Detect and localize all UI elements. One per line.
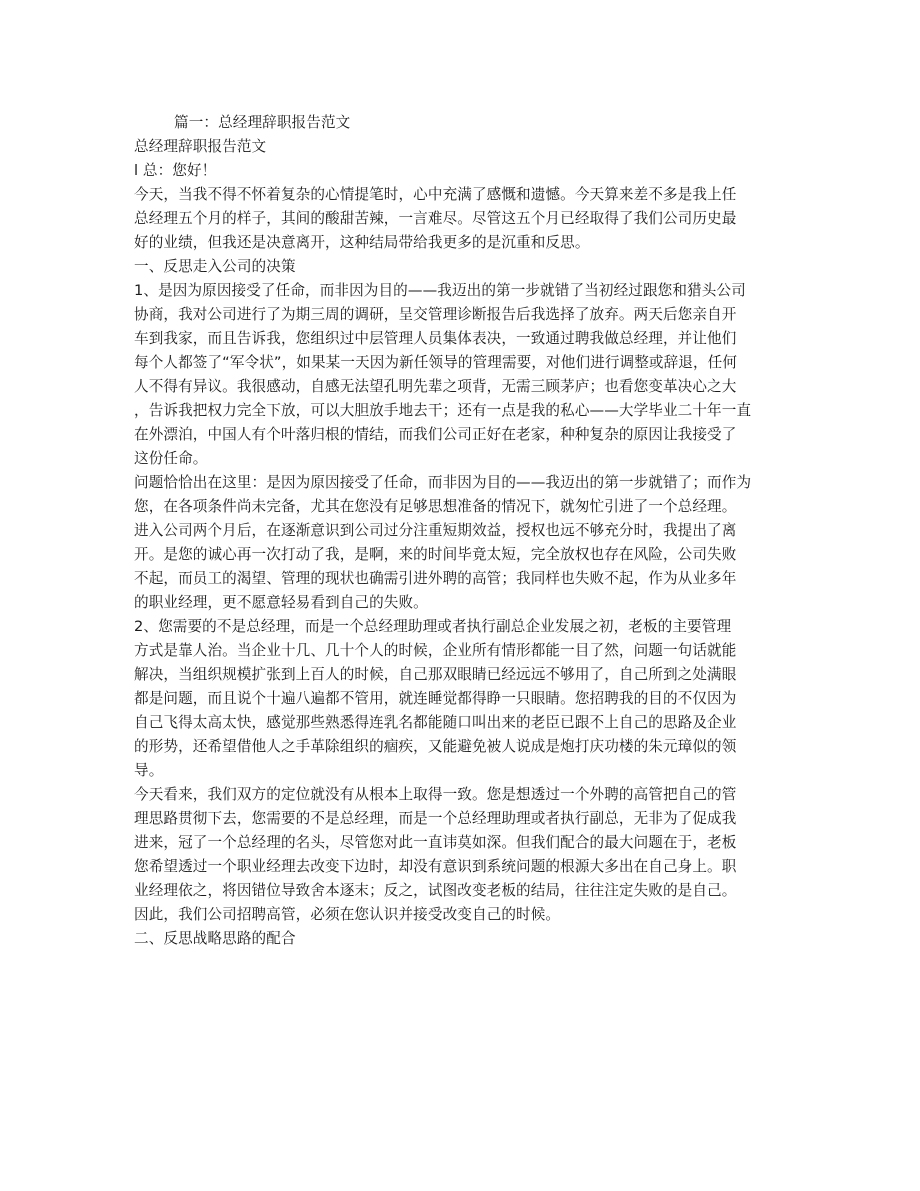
- document-title: 篇一：总经理辞职报告范文: [174, 114, 351, 131]
- paragraph-line: 开。是您的诚心再一次打动了我，是啊，来的时间毕竟太短，完全放权也存在风险，公司失败: [134, 546, 737, 563]
- salutation: l 总：您好！: [134, 162, 217, 179]
- paragraph-line: 解决，当组织规模扩张到上百人的时候，自己那双眼睛已经远远不够用了，自己所到之处满眼: [134, 666, 737, 683]
- paragraph-line: 今天，当我不得不怀着复杂的心情提笔时，心中充满了感慨和遗憾。今天算来差不多是我上任: [134, 186, 737, 203]
- point-1-paragraph: [134, 279, 794, 471]
- paragraph-line: 2、您需要的不是总经理，而是一个总经理助理或者执行副总企业发展之初，老板的主要管理: [134, 618, 732, 635]
- paragraph-line: 在外漂泊，中国人有个叶落归根的情结，而我们公司正好在老家，种种复杂的原因让我接受了: [134, 426, 737, 443]
- paragraph-line: 因此，我们公司招聘高管，必须在您认识并接受改变自己的时候。: [134, 906, 561, 923]
- paragraph-line: 好的业绩，但我还是决意离开，这种结局带给我更多的是沉重和反思。: [134, 234, 590, 251]
- paragraph-line: 您，在各项条件尚未完备，尤其在您没有足够思想准备的情况下，就匆忙引进了一个总经理。: [134, 498, 737, 515]
- paragraph-line: 车到我家，而且告诉我，您组织过中层管理人员集体表决，一致通过聘我做总经理，并让他们: [134, 330, 737, 347]
- paragraph-line: 理思路贯彻下去，您需要的不是总经理，而是一个总经理助理或者执行副总，无非为了促成我: [134, 810, 737, 827]
- paragraph-line: 这份任命。: [134, 450, 208, 467]
- paragraph-line: 人不得有异议。我很感动，自感无法望孔明先辈之项背，无需三顾茅庐；也看您变革决心之大: [134, 378, 737, 395]
- paragraph-line: 进来，冠了一个总经理的名头，尽管您对此一直讳莫如深。但我们配合的最大问题在于，老板: [134, 834, 737, 851]
- paragraph-line: 协商，我对公司进行了为期三周的调研，呈交管理诊断报告后我选择了放弃。两天后您亲自开: [134, 306, 737, 323]
- paragraph-line: 问题恰恰出在这里：是因为原因接受了任命，而非因为目的——我迈出的第一步就错了；而作为: [134, 474, 752, 491]
- paragraph-line: 进入公司两个月后，在逐渐意识到公司过分注重短期效益，授权也远不够充分时，我提出了离: [134, 522, 737, 539]
- paragraph-line: 您希望透过一个职业经理去改变下边时，却没有意识到系统问题的根源大多出在自己身上。职: [134, 858, 737, 875]
- paragraph-line: 方式是靠人治。当企业十几、几十个人的时候，企业所有情形都能一目了然，问题一句话就能: [134, 642, 737, 659]
- problem-paragraph: [134, 471, 794, 615]
- paragraph-line: 都是问题，而且说个十遍八遍都不管用，就连睡觉都得睁一只眼睛。您招聘我的目的不仅因为: [134, 690, 737, 707]
- paragraph-line: 业经理依之，将因错位导致舍本逐末；反之，试图改变老板的结局，往往注定失败的是自己。: [134, 882, 737, 899]
- section-heading-1: 一、反思走入公司的决策: [134, 258, 296, 275]
- section-heading-2: 二、反思战略思路的配合: [134, 930, 296, 947]
- paragraph-line: ，告诉我把权力完全下放，可以大胆放手地去干；还有一点是我的私心——大学毕业二十年一直: [134, 402, 752, 419]
- intro-paragraph: [134, 183, 794, 255]
- document-body: [134, 111, 794, 951]
- paragraph-line: 不起，而员工的渴望、管理的现状也确需引进外聘的高管；我同样也失败不起，作为从业多年: [134, 570, 737, 587]
- paragraph-line: 总经理五个月的样子，其间的酸甜苦辣，一言难尽。尽管这五个月已经取得了我们公司历史最: [134, 210, 737, 227]
- paragraph-line: 今天看来，我们双方的定位就没有从根本上取得一致。您是想透过一个外聘的高管把自己的管: [134, 786, 737, 803]
- paragraph-line: 1、是因为原因接受了任命，而非因为目的——我迈出的第一步就错了当初经过跟您和猎头公司: [134, 282, 746, 299]
- point-2-paragraph: [134, 615, 794, 783]
- today-paragraph: [134, 783, 794, 927]
- paragraph-line: 每个人都签了“军令状”，如果某一天因为新任领导的管理需要，对他们进行调整或辞退，任何: [134, 354, 738, 371]
- paragraph-line: 的形势，还希望借他人之手革除组织的痼疾，又能避免被人说成是炮打庆功楼的朱元璋似的领: [134, 738, 737, 755]
- paragraph-line: 导。: [134, 762, 164, 779]
- document-subtitle: 总经理辞职报告范文: [134, 138, 267, 155]
- paragraph-line: 自己飞得太高太快，感觉那些熟悉得连乳名都能随口叫出来的老臣已跟不上自己的思路及企业: [134, 714, 737, 731]
- paragraph-line: 的职业经理，更不愿意轻易看到自己的失败。: [134, 594, 428, 611]
